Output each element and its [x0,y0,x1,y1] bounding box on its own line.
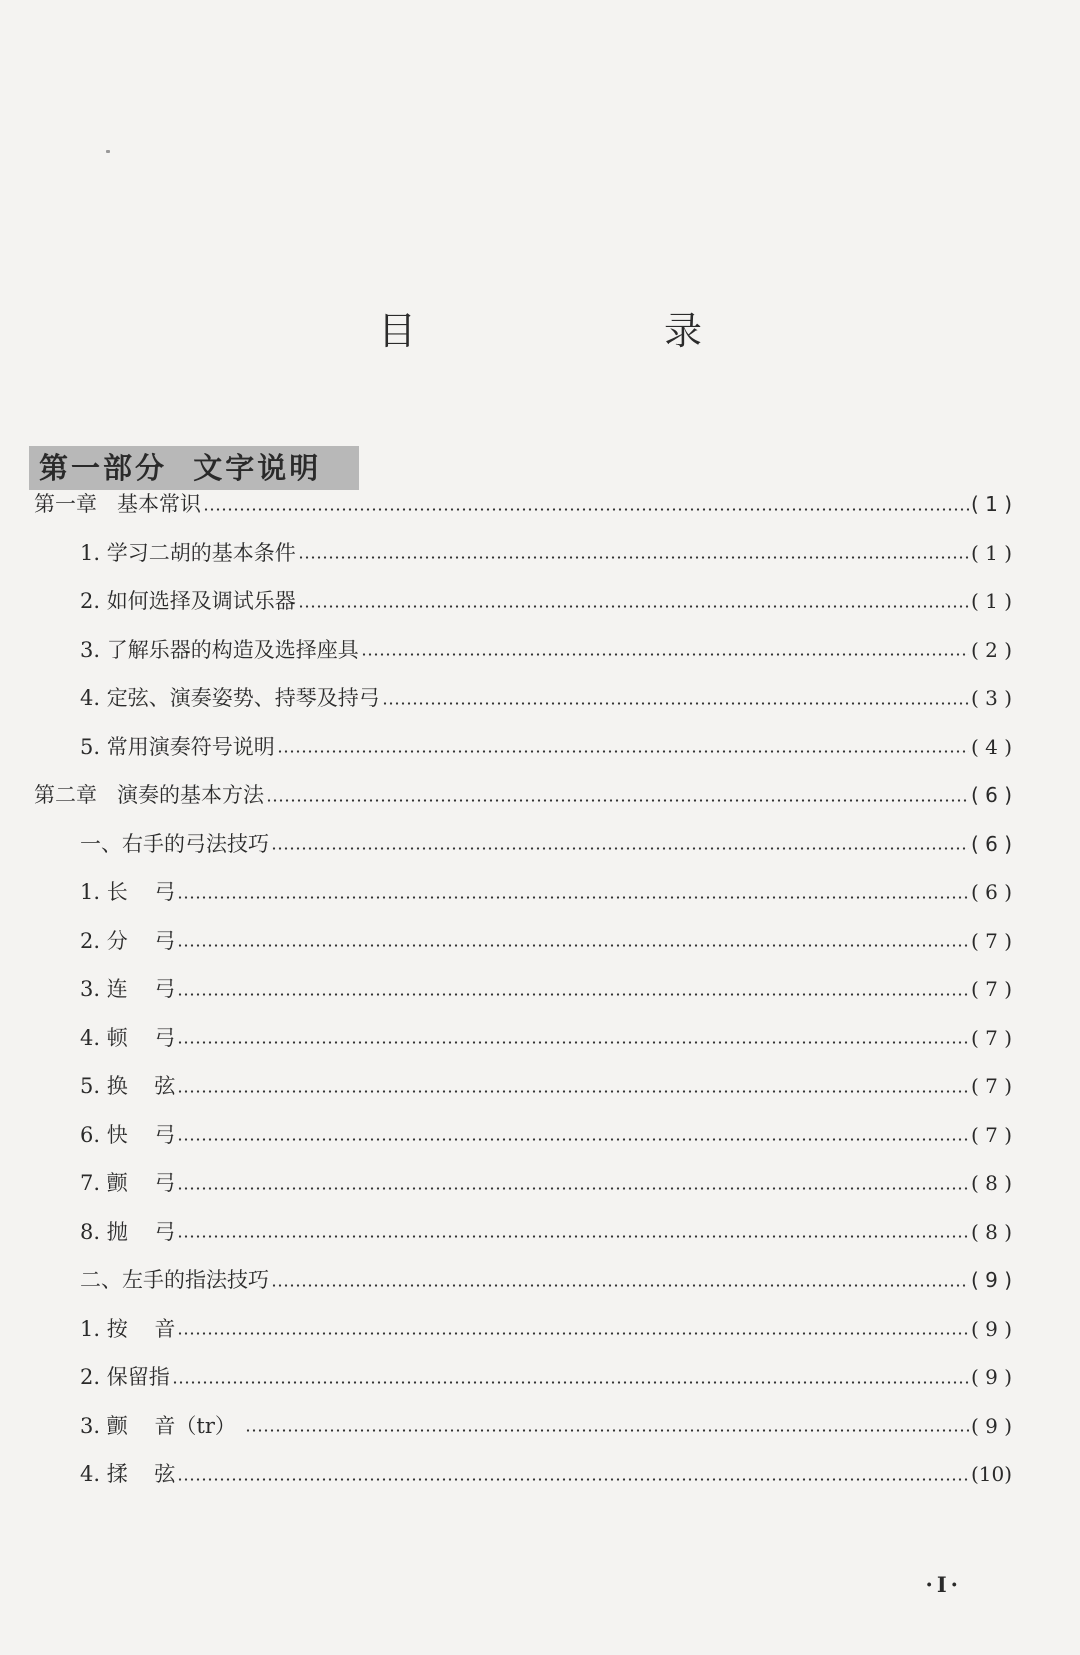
leader-dots [177,1138,969,1141]
leader-dots [382,702,969,705]
toc-entry-title: 2. 保留指 [80,1365,170,1389]
toc-entry-page: ( 9 ) [970,1268,1012,1292]
leader-dots [177,896,969,899]
toc-entry [80,1454,1012,1494]
toc-entry-page: ( 8 ) [970,1171,1012,1195]
toc-entry-title: 2. 分 弓 [80,928,176,953]
toc-entry-title: 一、右手的弓法技巧 [80,831,269,856]
toc-entry-page: ( 7 ) [970,928,1012,953]
toc-entry [80,1163,1012,1203]
toc-entry [34,484,1012,524]
leader-dots [203,508,969,511]
leader-dots [298,605,969,608]
toc-entry-title: 4. 顿 弓 [80,1025,176,1050]
toc-entry [80,921,1012,961]
toc-entry [80,1406,1012,1446]
toc-entry [80,872,1012,912]
toc-entry-page: ( 7 ) [970,1122,1012,1147]
toc-entry-page: ( 6 ) [970,880,1012,904]
toc-entry-page: ( 9 ) [970,1316,1012,1341]
toc-entry [80,824,1012,864]
leader-dots [177,1332,969,1335]
leader-dots [177,1041,969,1044]
toc-entry-page: ( 3 ) [970,686,1012,710]
toc-entry [80,969,1012,1009]
toc-entry-page: ( 7 ) [970,1025,1012,1050]
toc-entry-title: 6. 快 弓 [80,1122,176,1147]
toc-entry [80,727,1012,767]
toc-entry [80,1018,1012,1058]
toc-entry [80,630,1012,670]
toc-entry [34,775,1012,815]
toc-entry-title: 3. 颤 音（tr） [80,1413,243,1438]
leader-dots [361,653,969,656]
toc-entry-title: 7. 颤 弓 [80,1171,176,1195]
toc-entry [80,1260,1012,1300]
toc-entry [80,1309,1012,1349]
toc-entry-title: 4. 揉 弦 [80,1462,176,1486]
toc-entry-title: 5. 换 弦 [80,1074,176,1098]
toc-entry-page: ( 9 ) [970,1365,1012,1389]
toc-entry-title: 第一章 基本常识 [34,492,202,516]
scan-speck [106,150,110,153]
leader-dots [177,1478,969,1481]
toc-entry-page: ( 7 ) [970,977,1012,1001]
toc-entry-title: 第二章 演奏的基本方法 [34,783,265,807]
leader-dots [271,847,969,850]
leader-dots [177,1090,969,1093]
toc-entry-page: ( 1 ) [970,540,1012,565]
toc-entry-title: 1. 按 音 [80,1316,176,1341]
toc-entry [80,1357,1012,1397]
toc-entry-page: ( 7 ) [970,1074,1012,1098]
toc-entry-page: ( 9 ) [970,1413,1012,1438]
leader-dots [277,750,969,753]
toc-entry-page: ( 1 ) [970,589,1012,613]
leader-dots [177,944,969,947]
toc-entry [80,533,1012,573]
toc-entry-title: 8. 抛 弓 [80,1219,176,1244]
page-number: ·I· [925,1572,962,1597]
toc-entry [80,678,1012,718]
toc-entry [80,1115,1012,1155]
leader-dots [177,1187,969,1190]
toc-entry-title: 2. 如何选择及调试乐器 [80,589,296,613]
leader-dots [172,1381,969,1384]
toc-entry-title: 3. 了解乐器的构造及选择座具 [80,637,359,662]
leader-dots [266,799,969,802]
leader-dots [245,1429,969,1432]
toc-entry-title: 5. 常用演奏符号说明 [80,734,275,759]
toc-entry-page: ( 4 ) [970,734,1012,759]
part-heading: 第一部分 文字说明 [29,446,359,490]
toc-entry-title: 1. 学习二胡的基本条件 [80,540,296,565]
toc-entry-title: 二、左手的指法技巧 [80,1268,269,1292]
toc-entry [80,581,1012,621]
toc-entry-page: (10) [970,1462,1012,1486]
toc-entry [80,1066,1012,1106]
toc-entry-title: 1. 长 弓 [80,880,176,904]
leader-dots [271,1284,969,1287]
toc-entry-title: 3. 连 弓 [80,977,176,1001]
toc-entry-page: ( 2 ) [970,637,1012,662]
toc-entry-page: ( 6 ) [970,831,1012,856]
leader-dots [177,993,969,996]
toc-entry-title: 4. 定弦、演奏姿势、持琴及持弓 [80,686,380,710]
leader-dots [177,1235,969,1238]
toc-entry-page: ( 8 ) [970,1219,1012,1244]
toc-entry-page: ( 6 ) [970,783,1012,807]
leader-dots [298,556,969,559]
toc-entry [80,1212,1012,1252]
page-title: 目 录 [377,309,821,353]
toc-entry-page: ( 1 ) [970,492,1012,516]
